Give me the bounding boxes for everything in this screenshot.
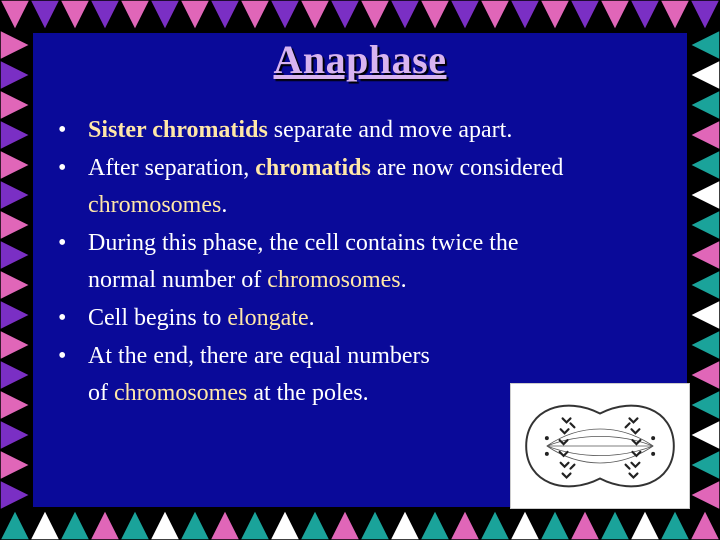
border-triangle <box>630 510 660 540</box>
bullet-text-segment: separate and move apart. <box>267 117 513 143</box>
border-triangle <box>0 240 30 270</box>
border-triangle <box>480 0 510 30</box>
border-triangle <box>690 450 720 480</box>
border-triangle <box>120 0 150 30</box>
bullet-marker: • <box>58 305 67 331</box>
border-triangle <box>180 0 210 30</box>
border-triangle <box>0 90 30 120</box>
bullet-text-segment: . <box>221 192 228 218</box>
border-triangle <box>690 300 720 330</box>
border-triangle <box>420 0 450 30</box>
border-triangle <box>360 0 390 30</box>
border-triangle <box>630 0 660 30</box>
border-triangle <box>0 300 30 330</box>
border-triangle <box>660 0 690 30</box>
border-triangle <box>90 510 120 540</box>
bullet-text-segment: . <box>400 267 407 293</box>
border-triangle <box>60 510 90 540</box>
border-triangle <box>60 0 90 30</box>
border-triangle <box>690 150 720 180</box>
border-triangle <box>0 0 30 30</box>
border-triangle <box>690 480 720 510</box>
border-triangle <box>0 420 30 450</box>
border-triangle <box>510 510 540 540</box>
border-triangle <box>660 510 690 540</box>
border-triangle <box>240 0 270 30</box>
border-triangle <box>300 510 330 540</box>
anaphase-cell-diagram-icon <box>511 384 689 508</box>
border-triangle <box>690 90 720 120</box>
border-triangle <box>450 0 480 30</box>
bullet-text-segment: During this phase, the cell contains twice the <box>88 230 519 256</box>
bullet-text-segment: chromosomes <box>114 380 248 406</box>
anaphase-figure <box>510 383 690 509</box>
border-triangle <box>600 510 630 540</box>
border-triangle <box>0 450 30 480</box>
border-triangle <box>0 120 30 150</box>
border-triangle <box>180 510 210 540</box>
border-triangle <box>270 0 300 30</box>
bullet-text-segment: Cell begins to <box>88 305 228 331</box>
border-triangle <box>540 510 570 540</box>
bullet-item <box>58 150 658 224</box>
border-triangle <box>690 330 720 360</box>
border-triangle <box>690 270 720 300</box>
border-triangle <box>0 270 30 300</box>
border-triangle <box>570 510 600 540</box>
bullet-text-segment: chromatids <box>255 155 371 181</box>
border-triangle <box>330 0 360 30</box>
border-triangle <box>0 510 30 540</box>
border-triangle <box>450 510 480 540</box>
bullet-text-segment: . <box>308 305 315 331</box>
slide-title: Anaphase <box>273 37 447 82</box>
border-triangle <box>690 0 720 30</box>
border-triangle <box>390 0 420 30</box>
border-triangle <box>420 510 450 540</box>
border-triangle <box>210 0 240 30</box>
border-triangle <box>0 150 30 180</box>
border-triangle <box>690 120 720 150</box>
bullet-text-segment: of <box>88 380 114 406</box>
bullet-marker: • <box>58 155 67 181</box>
bullet-text-segment: chromosomes <box>88 192 222 218</box>
bullet-text-segment: After separation, <box>88 155 256 181</box>
border-triangle <box>690 510 720 540</box>
bullet-text-segment: Sister chromatids <box>88 117 268 143</box>
border-triangle <box>690 180 720 210</box>
bullet-item <box>58 225 658 299</box>
border-triangle <box>0 360 30 390</box>
border-triangle <box>600 0 630 30</box>
bullet-item <box>58 112 658 149</box>
border-triangle <box>690 240 720 270</box>
bullet-marker: • <box>58 117 67 143</box>
border-triangle <box>30 510 60 540</box>
border-triangle <box>210 510 240 540</box>
border-triangle <box>390 510 420 540</box>
border-triangle <box>0 330 30 360</box>
bullet-text-segment: at the poles. <box>247 380 369 406</box>
border-triangle <box>690 420 720 450</box>
border-triangle <box>0 390 30 420</box>
border-triangle <box>330 510 360 540</box>
border-triangle <box>120 510 150 540</box>
bullet-text-segment: elongate <box>227 305 309 331</box>
bullet-text-segment: At the end, there are equal numbers <box>88 343 430 369</box>
border-triangle <box>480 510 510 540</box>
border-triangle <box>300 0 330 30</box>
border-triangle <box>0 210 30 240</box>
border-triangle <box>240 510 270 540</box>
border-triangle <box>570 0 600 30</box>
border-triangle <box>0 480 30 510</box>
bullet-text-segment: are now considered <box>370 155 564 181</box>
border-triangle <box>690 210 720 240</box>
bullet-list <box>58 112 658 413</box>
bullet-text-segment: chromosomes <box>267 267 401 293</box>
border-triangle <box>690 360 720 390</box>
border-triangle <box>510 0 540 30</box>
bullet-text-segment: normal number of <box>88 267 268 293</box>
border-triangle <box>270 510 300 540</box>
border-triangle <box>360 510 390 540</box>
bullet-marker: • <box>58 230 67 256</box>
border-triangle <box>30 0 60 30</box>
border-triangle <box>150 510 180 540</box>
border-triangle <box>540 0 570 30</box>
border-triangle <box>0 180 30 210</box>
border-triangle <box>150 0 180 30</box>
border-triangle <box>90 0 120 30</box>
border-triangle <box>690 390 720 420</box>
bullet-item <box>58 300 658 337</box>
bullet-marker: • <box>58 343 67 369</box>
